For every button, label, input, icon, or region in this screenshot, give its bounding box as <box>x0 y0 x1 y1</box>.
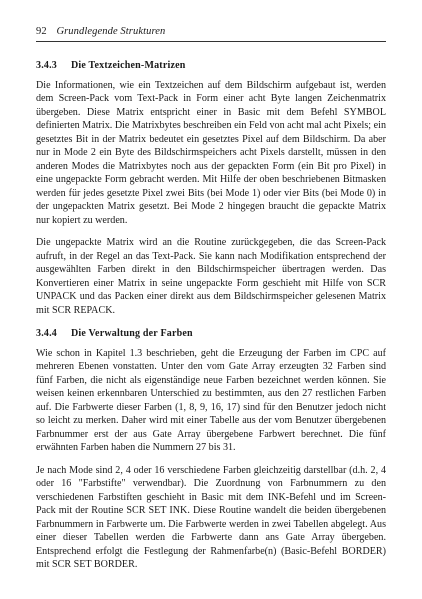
section-heading-textzeichen-matrizen <box>36 59 386 73</box>
section-number: 3.4.4 <box>36 328 57 339</box>
section-number: 3.4.3 <box>36 60 57 71</box>
paragraph: Je nach Mode sind 2, 4 oder 16 verschiedene Farben gleichzeitig darstellbar (d.h. 2, 4 oder 16 "Farbstifte" verwendbar). Die Zuordnung von Farbnummern zu den verschiedenen Farbstiften geschieht in Basic mit dem INK-Befehl und im Screen-Pack mit der Routine SCR SET INK. Diese Routine wandelt die beiden übergebenen Farbnummern in Farbwerte um. Die Farbwerte werden in zwei Tabellen abgelegt. Aus einer dieser Tabellen werden die Farbwerte dann ans Gate Array übergeben. Entsprechend erfolgt die Festlegung der Rahmenfarbe(n) (Basic-Befehl BORDER) mit SCR SET BORDER. <box>36 464 386 570</box>
paragraph: Die Informationen, wie ein Textzeichen auf dem Bildschirm aufgebaut ist, werden dem Screen-Pack vom Text-Pack in Form einer acht Byte langen Zeichenmatrix übergeben. Diese Matrix entspricht einer in Basic mit dem Befehl SYMBOL definierten Matrix. Die Matrixbytes beschreiben ein Feld von acht mal acht Pixels; ein gesetztes Bit in der Matrix bedeutet ein gesetztes Pixel auf dem Bildschirm. Da aber nur in Mode 2 ein Byte des Bildschirmspeichers acht Pixels darstellt, müssen in den anderen Modes die Matrixbytes noch aus der gepackten Form (ein Bit pro Pixel) in eine ungepackte Form gebracht werden. Mit Hilfe der oben beschriebenen Bitmasken werden für jedes gesetzte Pixel zwei Bits (bei Mode 1) oder vier Bits (bei Mode 0) in der ungepackten Matrix gesetzt. Bei Mode 2 hingegen braucht die gepackte Matrix nur kopiert zu werden. <box>36 79 386 226</box>
section-title: Die Textzeichen-Matrizen <box>71 60 186 71</box>
page-body <box>36 59 386 581</box>
paragraph: Wie schon in Kapitel 1.3 beschrieben, geht die Erzeugung der Farben im CPC auf mehreren Ebenen vonstatten. Unter den vom Gate Array erzeugten 32 Farben sind fünf Farben, die nicht als eigenständige neue Farben bezeichnet werden können. Sie weisen keinen erkennbaren Unterschied zu bestimmten, aus den 27 restlichen Farben auf. Die Farbwerte dieser Farben (1, 8, 9, 16, 17) sind für den Benutzer jedoch nicht so leicht zu merken. Daher wird mit einer Tabelle aus der vom Benutzer übergebenen Farbnummer erst der aus Gate Array übergebene Farbwert berechnet. Die fünf erwähnten Farben haben die Nummern 27 bis 31. <box>36 347 386 453</box>
running-title: Grundlegende Strukturen <box>56 26 166 37</box>
page-number: 92 <box>36 26 47 37</box>
section-title: Die Verwaltung der Farben <box>71 328 193 339</box>
paragraph: Die ungepackte Matrix wird an die Routine zurückgegeben, die das Screen-Pack aufruft, in der Regel an das Text-Pack. Sie kann nach Modifikation entsprechend der ausgewählten Farben direkt in den Bildschirmspeicher übertragen werden. Das Konvertieren einer Matrix in seine ungepackte Form geschieht mit Hilfe von SCR UNPACK und das Packen einer direkt aus dem Bildschirmspeicher gelesenen Matrix mit SCR REPACK. <box>36 237 386 316</box>
section-heading-verwaltung-der-farben <box>36 327 386 341</box>
running-header <box>36 26 386 42</box>
